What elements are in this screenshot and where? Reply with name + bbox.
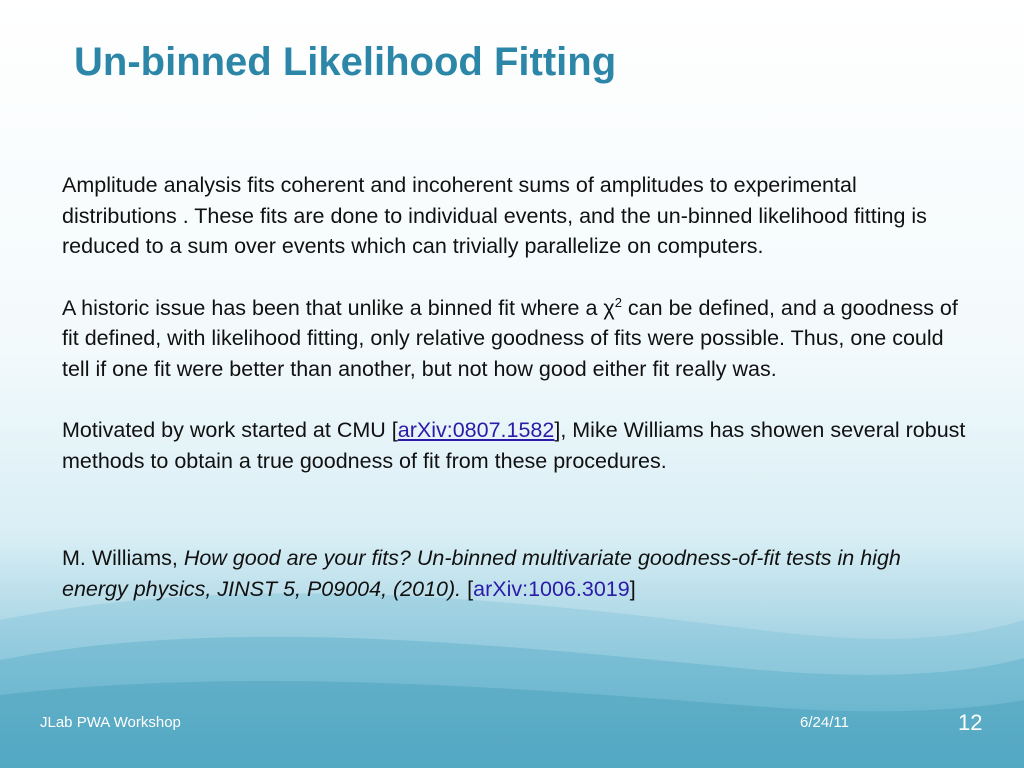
paragraph-historic-issue-text-1: A historic issue has been that unlike a binned fit where a (62, 295, 604, 320)
chi-exponent: 2 (614, 294, 622, 310)
reference-citation (62, 543, 962, 604)
arxiv-1006-link[interactable]: arXiv:1006.3019 (473, 576, 630, 601)
paragraph-historic-issue-text-2: can be defined, and a goodness of fit defined, with likelihood fitting, only relative goodness of fits were possible. Thus, one could tell if one fit were better than another, but not how good either fit really was. (62, 295, 958, 381)
slide-number: 12 (958, 710, 983, 735)
reference-bracket-close: ] (629, 576, 636, 601)
paragraph-historic-issue (62, 293, 972, 385)
reference-bracket-open: [ (461, 576, 474, 601)
reference-author: M. Williams, (62, 546, 184, 570)
footer-event: JLab PWA Workshop (40, 714, 181, 731)
paragraph-amplitude-analysis: Amplitude analysis fits coherent and incoherent sums of amplitudes to experimental distributions . These fits are done to individual events, and the un-binned likelihood fitting is reduced to a sum over events which can trivially parallelize on computers. (62, 173, 927, 258)
paragraph-motivation (62, 415, 972, 476)
paragraph-motivation-text-1: Motivated by work started at CMU [ (62, 418, 398, 442)
slide-title: Un-binned Likelihood Fitting (74, 40, 617, 84)
paragraph-motivation-text-2: ], Mike Williams has showen several robust methods to obtain a true goodness of fit from these procedures. (62, 418, 966, 473)
slide-body (62, 170, 972, 507)
chi-symbol: χ (603, 295, 615, 320)
footer-date: 6/24/11 (800, 714, 849, 731)
reference-title: How good are your fits? Un-binned multivariate goodness-of-fit tests in high energy physics, JINST 5, P09004, (2010). (62, 546, 901, 601)
arxiv-0807-link[interactable]: arXiv:0807.1582 (397, 418, 555, 442)
